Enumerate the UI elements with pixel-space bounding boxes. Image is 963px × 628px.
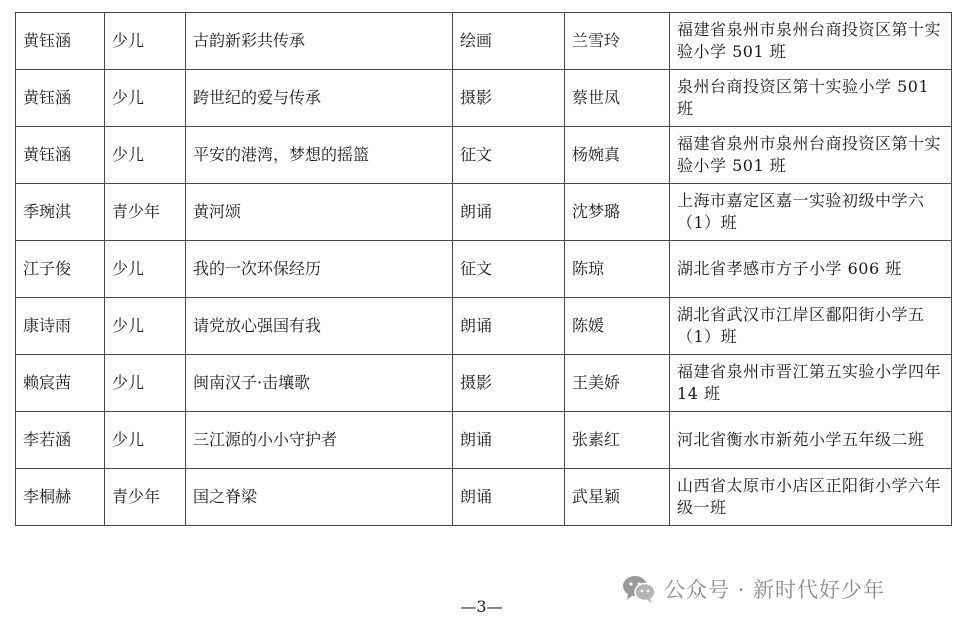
table-row (16, 127, 952, 184)
school-cell: 山西省太原市小店区正阳街小学六年级一班 (670, 469, 952, 526)
school-cell: 福建省泉州市泉州台商投资区第十实验小学 501 班 (670, 13, 952, 70)
age-group-cell: 少儿 (105, 298, 186, 355)
work-title-cell: 三江源的小小守护者 (186, 412, 453, 469)
teacher-cell: 兰雪玲 (565, 13, 670, 70)
category-cell: 朗诵 (453, 184, 565, 241)
teacher-cell: 杨婉真 (565, 127, 670, 184)
teacher-cell: 陈琼 (565, 241, 670, 298)
category-cell: 摄影 (453, 355, 565, 412)
table-row (16, 184, 952, 241)
age-group-cell: 少儿 (105, 127, 186, 184)
age-group-cell: 青少年 (105, 469, 186, 526)
work-title-cell: 我的一次环保经历 (186, 241, 453, 298)
table-row (16, 355, 952, 412)
teacher-cell: 蔡世凤 (565, 70, 670, 127)
work-title-cell: 黄河颂 (186, 184, 453, 241)
table-row (16, 13, 952, 70)
age-group-cell: 少儿 (105, 70, 186, 127)
teacher-cell: 张素红 (565, 412, 670, 469)
category-cell: 朗诵 (453, 298, 565, 355)
work-title-cell: 闽南汉子·击壤歌 (186, 355, 453, 412)
age-group-cell: 青少年 (105, 184, 186, 241)
age-group-cell: 少儿 (105, 13, 186, 70)
category-cell: 摄影 (453, 70, 565, 127)
student-name-cell: 季琬淇 (16, 184, 105, 241)
school-cell: 泉州台商投资区第十实验小学 501 班 (670, 70, 952, 127)
age-group-cell: 少儿 (105, 241, 186, 298)
age-group-cell: 少儿 (105, 355, 186, 412)
table-row (16, 70, 952, 127)
school-cell: 河北省衡水市新苑小学五年级二班 (670, 412, 952, 469)
school-cell: 上海市嘉定区嘉一实验初级中学六（1）班 (670, 184, 952, 241)
school-cell: 福建省泉州市晋江第五实验小学四年 14 班 (670, 355, 952, 412)
category-cell: 朗诵 (453, 469, 565, 526)
award-table (15, 12, 952, 526)
teacher-cell: 王美娇 (565, 355, 670, 412)
student-name-cell: 黄钰涵 (16, 13, 105, 70)
student-name-cell: 黄钰涵 (16, 127, 105, 184)
work-title-cell: 古韵新彩共传承 (186, 13, 453, 70)
work-title-cell: 国之脊梁 (186, 469, 453, 526)
student-name-cell: 赖宸茜 (16, 355, 105, 412)
watermark-text: 公众号 · 新时代好少年 (664, 578, 886, 602)
table-row (16, 298, 952, 355)
school-cell: 湖北省武汉市江岸区鄱阳街小学五（1）班 (670, 298, 952, 355)
school-cell: 湖北省孝感市方子小学 606 班 (670, 241, 952, 298)
teacher-cell: 沈梦璐 (565, 184, 670, 241)
category-cell: 征文 (453, 241, 565, 298)
table-row (16, 241, 952, 298)
teacher-cell: 武星颖 (565, 469, 670, 526)
teacher-cell: 陈媛 (565, 298, 670, 355)
work-title-cell: 平安的港湾，梦想的摇篮 (186, 127, 453, 184)
work-title-cell: 跨世纪的爱与传承 (186, 70, 453, 127)
age-group-cell: 少儿 (105, 412, 186, 469)
category-cell: 绘画 (453, 13, 565, 70)
student-name-cell: 黄钰涵 (16, 70, 105, 127)
student-name-cell: 李桐赫 (16, 469, 105, 526)
table-row (16, 412, 952, 469)
work-title-cell: 请党放心强国有我 (186, 298, 453, 355)
table-row (16, 469, 952, 526)
student-name-cell: 江子俊 (16, 241, 105, 298)
school-cell: 福建省泉州市泉州台商投资区第十实验小学 501 班 (670, 127, 952, 184)
category-cell: 朗诵 (453, 412, 565, 469)
page-number: —3— (460, 597, 503, 616)
student-name-cell: 康诗雨 (16, 298, 105, 355)
student-name-cell: 李若涵 (16, 412, 105, 469)
category-cell: 征文 (453, 127, 565, 184)
